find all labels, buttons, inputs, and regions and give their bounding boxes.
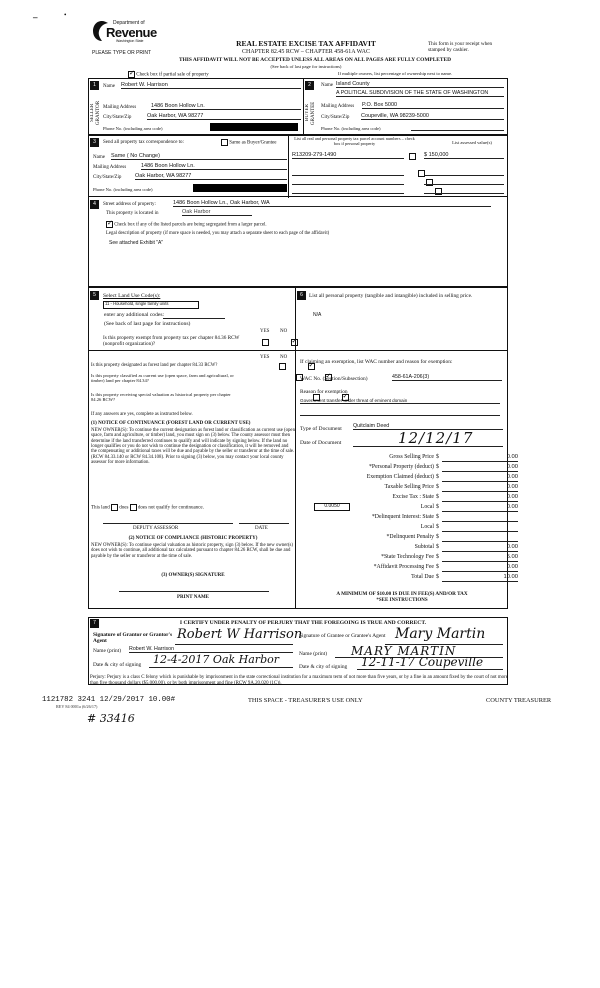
reason-label: Reason for exemption bbox=[300, 389, 348, 395]
segregate-checkbox[interactable] bbox=[106, 221, 113, 228]
grantor-name: Robert W. Harrison bbox=[129, 646, 293, 653]
grantee-sig-label: Signature of Grantee or Grantee's Agent bbox=[299, 633, 386, 639]
seller-mailing: 1486 Boon Hollow Ln. bbox=[151, 103, 301, 110]
grantee-date: 12-11-17 Coupeville bbox=[361, 655, 484, 669]
perjury-note: Perjury: Perjury is a class C felony which is punishable by imprisonment in the state correctional institution for a maximum term of not more than five years, or by a fine in an amount fixed by the court of not more than five thousand dollars ($5,000.00), or by both imprisonment and fine (RCW 9A.20.020 (1C)). bbox=[90, 675, 508, 686]
parcel-4[interactable] bbox=[292, 188, 404, 194]
historical-question: Is this property receiving special valuation as historical property per chapter 84.26 RCW? bbox=[91, 392, 231, 403]
same-as-buyer-checkbox[interactable] bbox=[221, 139, 228, 146]
seller-city: Oak Harbor, WA 98277 bbox=[147, 113, 301, 120]
street-label: Street address of property: bbox=[103, 202, 156, 207]
does-not-label: does not qualify for continuance. bbox=[137, 505, 204, 511]
land-use-divider bbox=[89, 350, 297, 351]
parcel-2[interactable] bbox=[292, 170, 404, 176]
dept-name: Revenue bbox=[106, 25, 157, 40]
grantor-name-label: Name (print) bbox=[93, 648, 121, 654]
tax-name: Same ( No Change) bbox=[111, 153, 287, 160]
form-title: REAL ESTATE EXCISE TAX AFFIDAVIT bbox=[236, 39, 376, 48]
grantee-date-label: Date & city of signing bbox=[299, 664, 348, 670]
grantor-sig-line bbox=[175, 644, 293, 645]
exempt-question: Is this property exempt from property tax per chapter 84.36 RCW (nonprofit organization)? bbox=[103, 335, 240, 347]
same-as-buyer bbox=[221, 139, 276, 146]
send-tax-label: Send all property tax correspondence to: bbox=[103, 140, 184, 145]
seller-side-label: SELLER GRANTOR bbox=[90, 100, 101, 126]
rate-box: 0.0050 bbox=[314, 503, 350, 511]
forest-yes-checkbox[interactable] bbox=[279, 363, 286, 370]
continuance-text: NEW OWNER(S): To continue the current designation as forest land or classification as current use (open space, farm and agriculture, or timber) land, you must sign on (3) below. The county assessor must then determine if the land transferred continues to qualify and will indicate by signing below. If the land no longer qualifies or you do not wish to continue the designation or classification, it will be removed and the compensating or additional taxes will be due and payable by the seller or transferor at the time of sale. (RCW 84.33.140 or RCW 84.34.108). Prior to signing (3) below, you may contact your local county assessor for more information. bbox=[91, 428, 295, 466]
fin-row-delinquent-interest-local: Local $ bbox=[296, 524, 520, 534]
fin-row-gross: Gross Selling Price $ 0.00 bbox=[389, 454, 518, 460]
additional-codes-input[interactable] bbox=[163, 312, 225, 319]
tax-phone-redacted bbox=[193, 184, 287, 192]
yes-header-1: YES bbox=[260, 329, 270, 334]
deputy-sig-line bbox=[103, 523, 233, 524]
section-3-tag: 3 bbox=[90, 138, 99, 147]
doc-type-label: Type of Document bbox=[300, 426, 342, 432]
form-id: REV 84 0001a (6/26/17) bbox=[56, 704, 98, 709]
assessed-value-4[interactable] bbox=[424, 188, 504, 194]
exemption-reason-2[interactable] bbox=[300, 410, 500, 416]
fin-row-processing-fee: *Affidavit Processing Fee $ 0.00 bbox=[373, 564, 518, 570]
fin-row-subtotal: Subtotal $ 0.00 bbox=[414, 544, 518, 550]
fin-row-excise-state: Excise Tax : State $ 0.00 bbox=[392, 494, 518, 500]
form-warning: THIS AFFIDAVIT WILL NOT BE ACCEPTED UNLESS ALL AREAS ON ALL PAGES ARE FULLY COMPLETED bbox=[178, 57, 451, 63]
segregate-label: Check box if any of the listed parcels are being segregated from a larger parcel. bbox=[114, 222, 267, 228]
exemption-label: If claiming an exemption, list WAC number and reason for exemption: bbox=[300, 359, 453, 365]
does-not-checkbox[interactable] bbox=[130, 504, 137, 511]
land-use-label: Select Land Use Code(s): bbox=[103, 293, 161, 299]
legal-description-label: Legal description of property (if more space is needed, you may attach a separate sheet to each page of the affidavit) bbox=[106, 231, 330, 236]
print-note: PLEASE TYPE OR PRINT bbox=[92, 50, 152, 56]
tax-correspondence-box bbox=[88, 135, 508, 197]
seller-buyer-box bbox=[88, 78, 508, 135]
seller-buyer-divider bbox=[303, 79, 304, 136]
treasurer-use: THIS SPACE - TREASURER'S USE ONLY bbox=[248, 697, 363, 704]
wac-number: 458-61A-206(3) bbox=[392, 374, 502, 381]
assessed-value-2[interactable] bbox=[424, 170, 504, 176]
form-chapter: CHAPTER 82.45 RCW – CHAPTER 458-61A WAC bbox=[242, 49, 370, 55]
grantor-date-label: Date & city of signing bbox=[93, 662, 142, 668]
tax-mailing: 1486 Boon Hollow Ln. bbox=[141, 163, 287, 170]
continuance-title: (1) NOTICE OF CONTINUANCE (FOREST LAND OR CURRENT USE) bbox=[91, 421, 251, 426]
buyer-city: Coupeville, WA 98239-5000 bbox=[361, 113, 504, 120]
forest-question: Is this property designated as forest land per chapter 84.33 RCW? bbox=[91, 363, 218, 368]
fin-row-personal: *Personal Property (deduct) $ 0.00 bbox=[368, 464, 518, 470]
certify-statement: I CERTIFY UNDER PENALTY OF PERJURY THAT THE FOREGOING IS TRUE AND CORRECT. bbox=[179, 620, 427, 626]
see-back-note: (See back of last page for instructions) bbox=[270, 64, 342, 69]
fin-row-total-due: Total Due $ 10.00 bbox=[411, 574, 518, 580]
see-instructions: *SEE INSTRUCTIONS bbox=[376, 598, 428, 603]
seller-mailing-label: Mailing Address bbox=[103, 105, 137, 110]
grantor-date-line bbox=[149, 667, 293, 668]
stray-dot: • bbox=[64, 11, 67, 19]
compliance-text: NEW OWNER(S): To continue special valuation as historic property, sign (3) below. If the new owner(s) does not wish to continue, all additional tax calculated pursuant to chapter 84.26 RCW, shall be due and payable by the seller or transferor at the time of sale. bbox=[91, 543, 294, 559]
buyer-city-label: City/State/Zip bbox=[321, 115, 350, 120]
land-use-select[interactable]: 11 - Household, single family units bbox=[103, 301, 199, 309]
parcel-1: R13209-279-1490 bbox=[292, 152, 404, 159]
doc-date: 12/12/17 bbox=[398, 429, 474, 447]
no-header-2: NO bbox=[280, 355, 288, 360]
buyer-phone-label: Phone No. (including area code) bbox=[321, 126, 381, 131]
parcel-1-personal-checkbox[interactable] bbox=[409, 153, 416, 160]
owner-signature-label: (3) OWNER(S) SIGNATURE bbox=[161, 573, 225, 578]
personal-property-box bbox=[296, 287, 518, 609]
buyer-side-label: BUYER GRANTEE bbox=[305, 101, 316, 125]
grantor-signature: Robert W Harrison bbox=[177, 627, 303, 642]
legal-exhibit: See attached Exhibit "A" bbox=[109, 240, 164, 246]
deputy-date-label: DATE bbox=[255, 526, 268, 531]
partial-sale-label: Check box if partial sale of property bbox=[136, 72, 209, 78]
dor-logo bbox=[92, 20, 162, 46]
fin-row-delinquent-interest-state: *Delinquent Interest: State $ bbox=[296, 514, 520, 524]
buyer-mailing: P.O. Box 5000 bbox=[362, 102, 504, 109]
tax-mailing-label: Mailing Address bbox=[93, 165, 127, 170]
multiple-owners-note: If multiple owners, list percentage of ownership next to name. bbox=[338, 71, 453, 76]
deputy-date-line bbox=[239, 523, 289, 524]
buyer-mailing-label: Mailing Address bbox=[321, 104, 355, 109]
additional-codes-label: enter any additional codes: bbox=[104, 312, 165, 318]
does-checkbox[interactable] bbox=[111, 504, 118, 511]
seller-city-label: City/State/Zip bbox=[103, 115, 132, 120]
buyer-name-1: Island County bbox=[336, 81, 504, 88]
yes-header-2: YES bbox=[260, 355, 270, 360]
dept-sub: Washington State bbox=[116, 39, 144, 43]
tax-parcel-divider bbox=[288, 136, 289, 198]
section-6-tag: 6 bbox=[297, 291, 306, 300]
this-land-label: This land bbox=[91, 505, 110, 511]
fin-row-excise-local: 0.0050 Local $ 0.00 bbox=[296, 504, 520, 514]
grantee-signature: Mary Martin bbox=[395, 626, 486, 642]
deputy-assessor-label: DEPUTY ASSESSOR bbox=[133, 526, 179, 531]
stray-mark: ‒ bbox=[33, 12, 38, 22]
located-city: Oak Harbor bbox=[182, 209, 252, 216]
if-any-note: If any answers are yes, complete as instructed below. bbox=[91, 412, 193, 417]
buyer-name-label: Name bbox=[321, 83, 333, 88]
doc-type: Quitclaim Deed bbox=[353, 423, 503, 430]
assessed-header: List assessed value(s) bbox=[452, 140, 492, 145]
wac-label: WAC No. (Section/Subsection) bbox=[300, 376, 368, 382]
receipt-note: This form is your receipt when stamped by cashier. bbox=[428, 41, 493, 53]
section-4-tag: 4 bbox=[90, 200, 99, 209]
same-as-buyer-label: Same as Buyer/Grantee bbox=[229, 140, 277, 146]
fin-row-delinquent-penalty: *Delinquent Penalty $ bbox=[296, 534, 520, 544]
assessed-value-3[interactable] bbox=[424, 179, 504, 185]
street-address: 1486 Boon Hollow Ln., Oak Harbor, WA bbox=[173, 200, 491, 207]
fin-row-exemption: Exemption Claimed (deduct) $ 0.00 bbox=[366, 474, 518, 480]
grantor-sig-label: Signature of Grantor or Grantor's Agent bbox=[93, 632, 173, 645]
exempt-yes-checkbox[interactable] bbox=[262, 339, 269, 346]
buyer-name-2: A POLITICAL SUBDIVISION OF THE STATE OF WASHINGTON bbox=[336, 90, 504, 97]
parcel-3[interactable] bbox=[292, 179, 404, 185]
financials-table bbox=[296, 454, 518, 584]
tax-city: Oak Harbor, WA 98277 bbox=[135, 173, 287, 180]
grantee-name-label: Name (print) bbox=[299, 651, 327, 657]
section-5-tag: 5 bbox=[90, 291, 99, 300]
qualify-row bbox=[91, 504, 204, 511]
minimum-note: A MINIMUM OF $10.00 IS DUE IN FEE(S) AND/OR TAX bbox=[336, 591, 468, 597]
seller-phone-label: Phone No. (including area code) bbox=[103, 126, 163, 131]
print-name-line bbox=[119, 591, 269, 592]
tax-name-label: Name bbox=[93, 155, 105, 160]
grantee-name: MARY MARTIN bbox=[351, 644, 457, 658]
no-header-1: NO bbox=[280, 329, 288, 334]
personal-divider bbox=[296, 350, 508, 351]
compliance-title: (2) NOTICE OF COMPLIANCE (HISTORIC PROPERTY) bbox=[128, 536, 258, 541]
exemption-reason: Government transfer under threat of eminent domain bbox=[300, 398, 500, 404]
land-use-box bbox=[88, 287, 296, 609]
assessed-value-1: $ 150,000 bbox=[424, 152, 504, 159]
fin-row-taxable: Taxable Selling Price $ 0.00 bbox=[384, 484, 518, 490]
personal-property-value: N/A bbox=[313, 312, 322, 318]
section-2-tag: 2 bbox=[305, 81, 314, 90]
fin-row-technology-fee: *State Technology Fee $ 5.00 bbox=[381, 554, 518, 560]
county-treasurer: COUNTY TREASURER bbox=[486, 697, 552, 704]
print-name-label: PRINT NAME bbox=[177, 595, 209, 600]
recording-stamp: 1121782 3241 12/29/2017 10.00# bbox=[42, 696, 176, 704]
section-1-tag: 1 bbox=[90, 81, 99, 90]
buyer-phone[interactable] bbox=[411, 123, 504, 131]
dept-label: Department of bbox=[113, 20, 145, 26]
partial-sale-checkbox[interactable] bbox=[128, 71, 135, 78]
tax-city-label: City/State/Zip bbox=[93, 175, 122, 180]
seller-name-label: Name bbox=[103, 84, 115, 89]
seller-name: Robert W. Harrison bbox=[121, 82, 301, 89]
seller-phone-redacted bbox=[210, 123, 298, 131]
does-label: does bbox=[119, 505, 129, 511]
personal-property-label: List all personal property (tangible and intangible) included in selling price. bbox=[309, 293, 473, 299]
street-address-box bbox=[88, 197, 508, 287]
tax-phone-label: Phone No. (including area code) bbox=[93, 187, 153, 192]
parcel-header: List all real and personal property tax parcel account numbers – check box if personal property bbox=[294, 136, 415, 146]
grantor-date: 12-4-2017 Oak Harbor bbox=[153, 653, 279, 666]
located-label: This property is located in bbox=[106, 211, 159, 216]
segregate-row bbox=[106, 221, 267, 228]
section-7-tag: 7 bbox=[90, 619, 99, 628]
land-use-see-back: (See back of last page for instructions) bbox=[104, 321, 191, 327]
current-use-question: Is this property classified as current use (open space, farm and agricultural, or timber) land per chapter 84.34? bbox=[91, 373, 234, 384]
doc-date-label: Date of Document bbox=[300, 440, 342, 446]
handwritten-number: # 33416 bbox=[87, 712, 135, 725]
